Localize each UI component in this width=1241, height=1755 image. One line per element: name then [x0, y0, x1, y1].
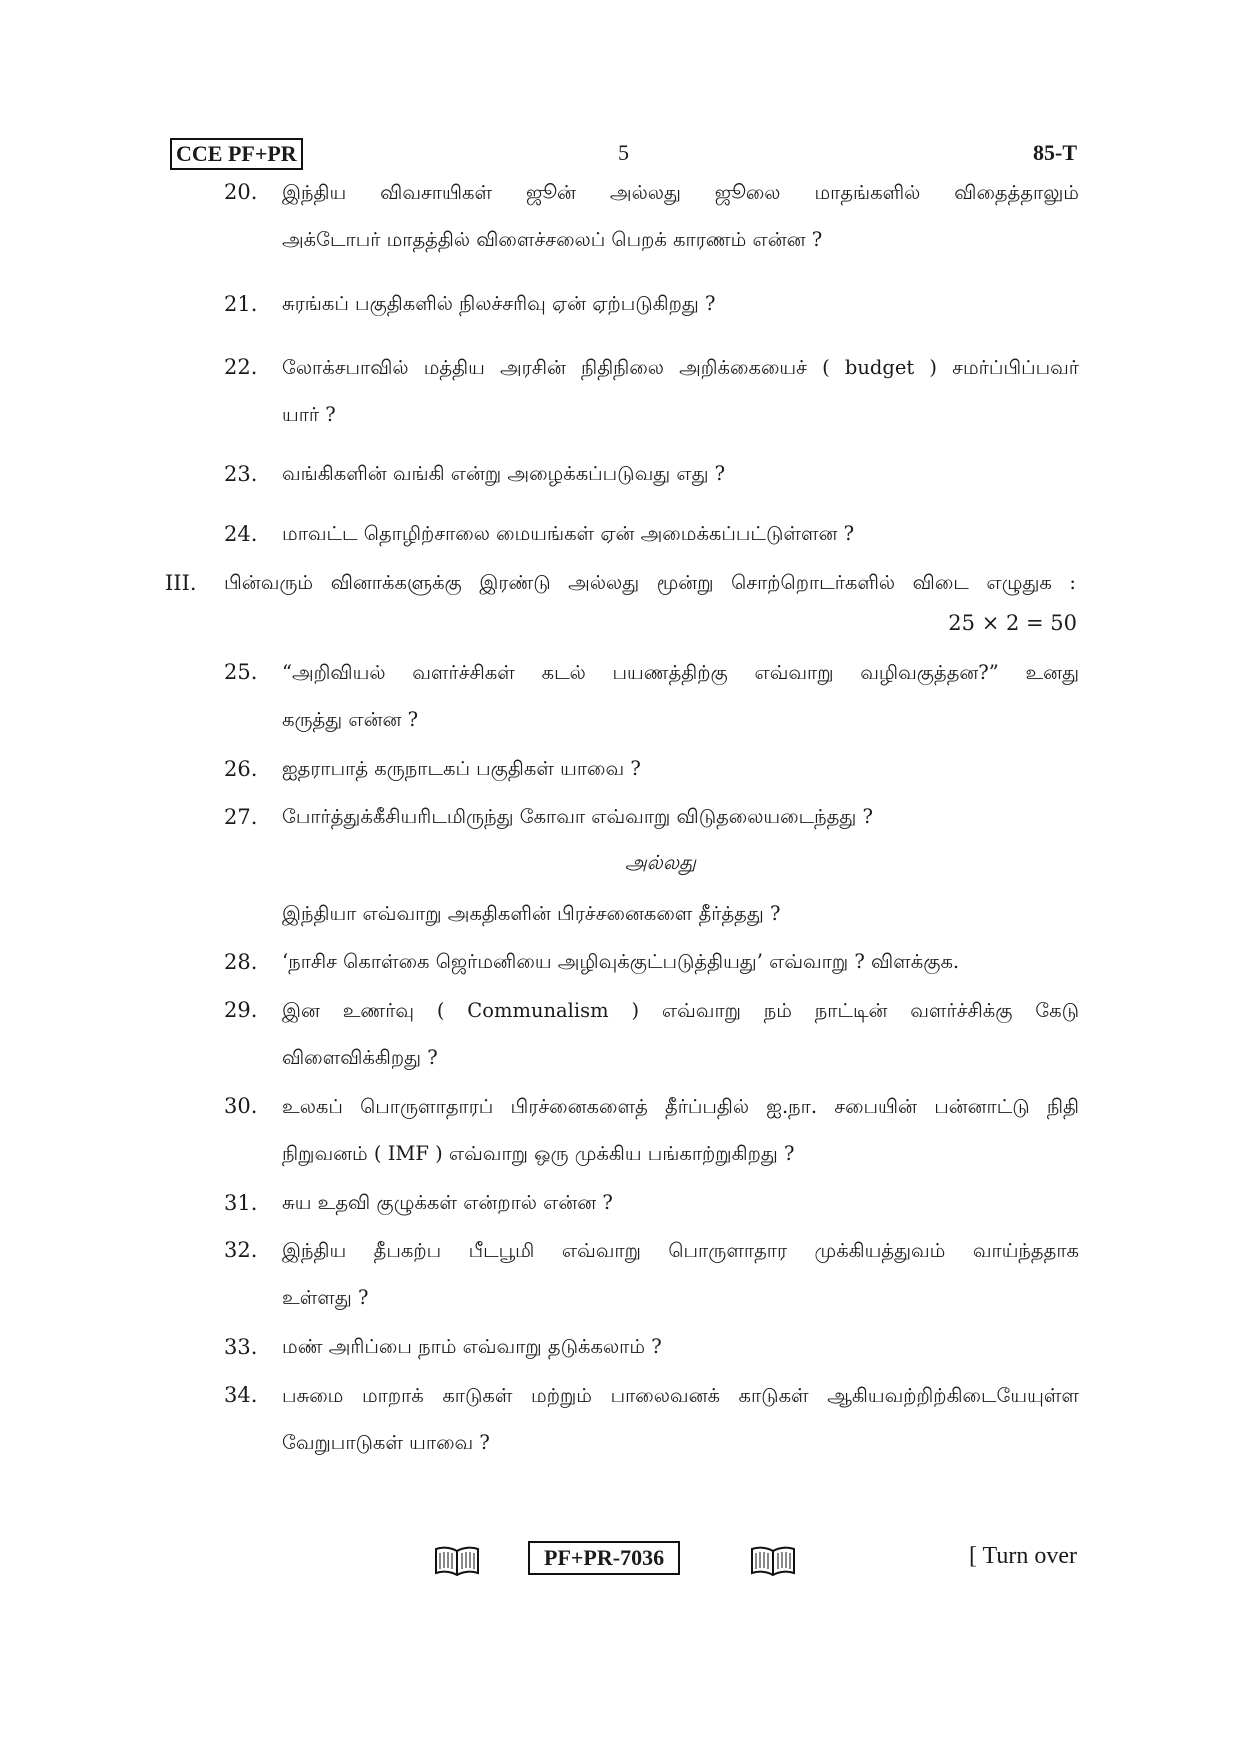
question-text-line2: விளைவிக்கிறது ?	[282, 1046, 438, 1069]
question-text-line2: நிறுவனம் ( IMF ) எவ்வாறு ஒரு முக்கிய பங்காற்றுகிறது ?	[282, 1142, 795, 1165]
page-footer	[0, 1541, 1241, 1581]
question-text-line1: பசுமை மாறாக் காடுகள் மற்றும் பாலைவனக் காடுகள் ஆகியவற்றிற்கிடையேயுள்ள	[282, 1384, 1079, 1407]
question-number: 34.	[224, 1383, 258, 1407]
question-text-line1: இன உணர்வு ( Communalism ) எவ்வாறு நம் நாட்டின் வளர்ச்சிக்கு கேடு	[282, 999, 1079, 1022]
question-text-line1: உலகப் பொருளாதாரப் பிரச்னைகளைத் தீர்ப்பதில் ஐ.நா. சபையின் பன்னாட்டு நிதி	[282, 1095, 1079, 1118]
question-number: 28.	[224, 950, 258, 974]
exam-code-box: CCE PF+PR	[170, 138, 303, 170]
question-27-alternative: இந்தியா எவ்வாறு அகதிகளின் பிரச்சனைகளை தீர்த்தது ?	[282, 902, 781, 925]
section-marks: 25 × 2 = 50	[948, 611, 1077, 635]
question-text-line1: லோக்சபாவில் மத்திய அரசின் நிதிநிலை அறிக்கையைச் ( budget ) சமர்ப்பிப்பவர்	[282, 356, 1079, 379]
question-text-line2: யார் ?	[282, 403, 336, 426]
question-text: போர்த்துக்கீசியரிடமிருந்து கோவா எவ்வாறு விடுதலையடைந்தது ?	[282, 805, 873, 828]
question-number: 23.	[224, 462, 258, 486]
question-number: 21.	[224, 292, 258, 316]
question-text: மாவட்ட தொழிற்சாலை மையங்கள் ஏன் அமைக்கப்பட்டுள்ளன ?	[282, 522, 855, 545]
question-text: வங்கிகளின் வங்கி என்று அழைக்கப்படுவது எது ?	[282, 462, 726, 485]
section-instruction: பின்வரும் வினாக்களுக்கு இரண்டு அல்லது மூன்று சொற்றொடர்களில் விடை எழுதுக :	[224, 571, 1076, 594]
question-text-line1: “அறிவியல் வளர்ச்சிகள் கடல் பயணத்திற்கு எவ்வாறு வழிவகுத்தன?” உனது	[282, 661, 1079, 684]
or-separator: அல்லது	[625, 851, 696, 874]
footer-paper-code: PF+PR-7036	[528, 1541, 680, 1575]
question-text: சுய உதவி குழுக்கள் என்றால் என்ன ?	[282, 1191, 613, 1214]
question-number: 24.	[224, 522, 258, 546]
open-book-icon	[750, 1545, 796, 1577]
question-text-line2: கருத்து என்ன ?	[282, 708, 419, 731]
open-book-icon	[434, 1545, 480, 1577]
question-number: 30.	[224, 1094, 258, 1118]
question-number: 26.	[224, 757, 258, 781]
question-number: 25.	[224, 660, 258, 684]
question-number: 22.	[224, 355, 258, 379]
question-number: 27.	[224, 805, 258, 829]
question-text: ‘நாசிச கொள்கை ஜெர்மனியை அழிவுக்குட்படுத்தியது’ எவ்வாறு ? விளக்குக.	[282, 950, 960, 973]
page-number: 5	[618, 140, 629, 165]
question-number: 33.	[224, 1335, 258, 1359]
question-text-line2: உள்ளது ?	[282, 1286, 369, 1309]
question-text-line1: இந்திய தீபகற்ப பீடபூமி எவ்வாறு பொருளாதார முக்கியத்துவம் வாய்ந்ததாக	[282, 1239, 1079, 1262]
question-text: மண் அரிப்பை நாம் எவ்வாறு தடுக்கலாம் ?	[282, 1335, 662, 1358]
question-text-line2: வேறுபாடுகள் யாவை ?	[282, 1431, 490, 1454]
question-text: சுரங்கப் பகுதிகளில் நிலச்சரிவு ஏன் ஏற்படுகிறது ?	[282, 292, 716, 315]
turn-over-label: [ Turn over	[968, 1543, 1077, 1569]
paper-code: 85-T	[1033, 140, 1077, 165]
question-text-line1: இந்திய விவசாயிகள் ஜூன் அல்லது ஜூலை மாதங்களில் விதைத்தாலும்	[282, 181, 1079, 204]
question-number: 31.	[224, 1191, 258, 1215]
question-number: 29.	[224, 998, 258, 1022]
question-number: 32.	[224, 1238, 258, 1262]
question-text-line2: அக்டோபர் மாதத்தில் விளைச்சலைப் பெறக் காரணம் என்ன ?	[282, 228, 823, 251]
section-number: III.	[165, 571, 197, 595]
question-number: 20.	[224, 180, 258, 204]
question-text: ஐதராபாத் கருநாடகப் பகுதிகள் யாவை ?	[282, 757, 641, 780]
